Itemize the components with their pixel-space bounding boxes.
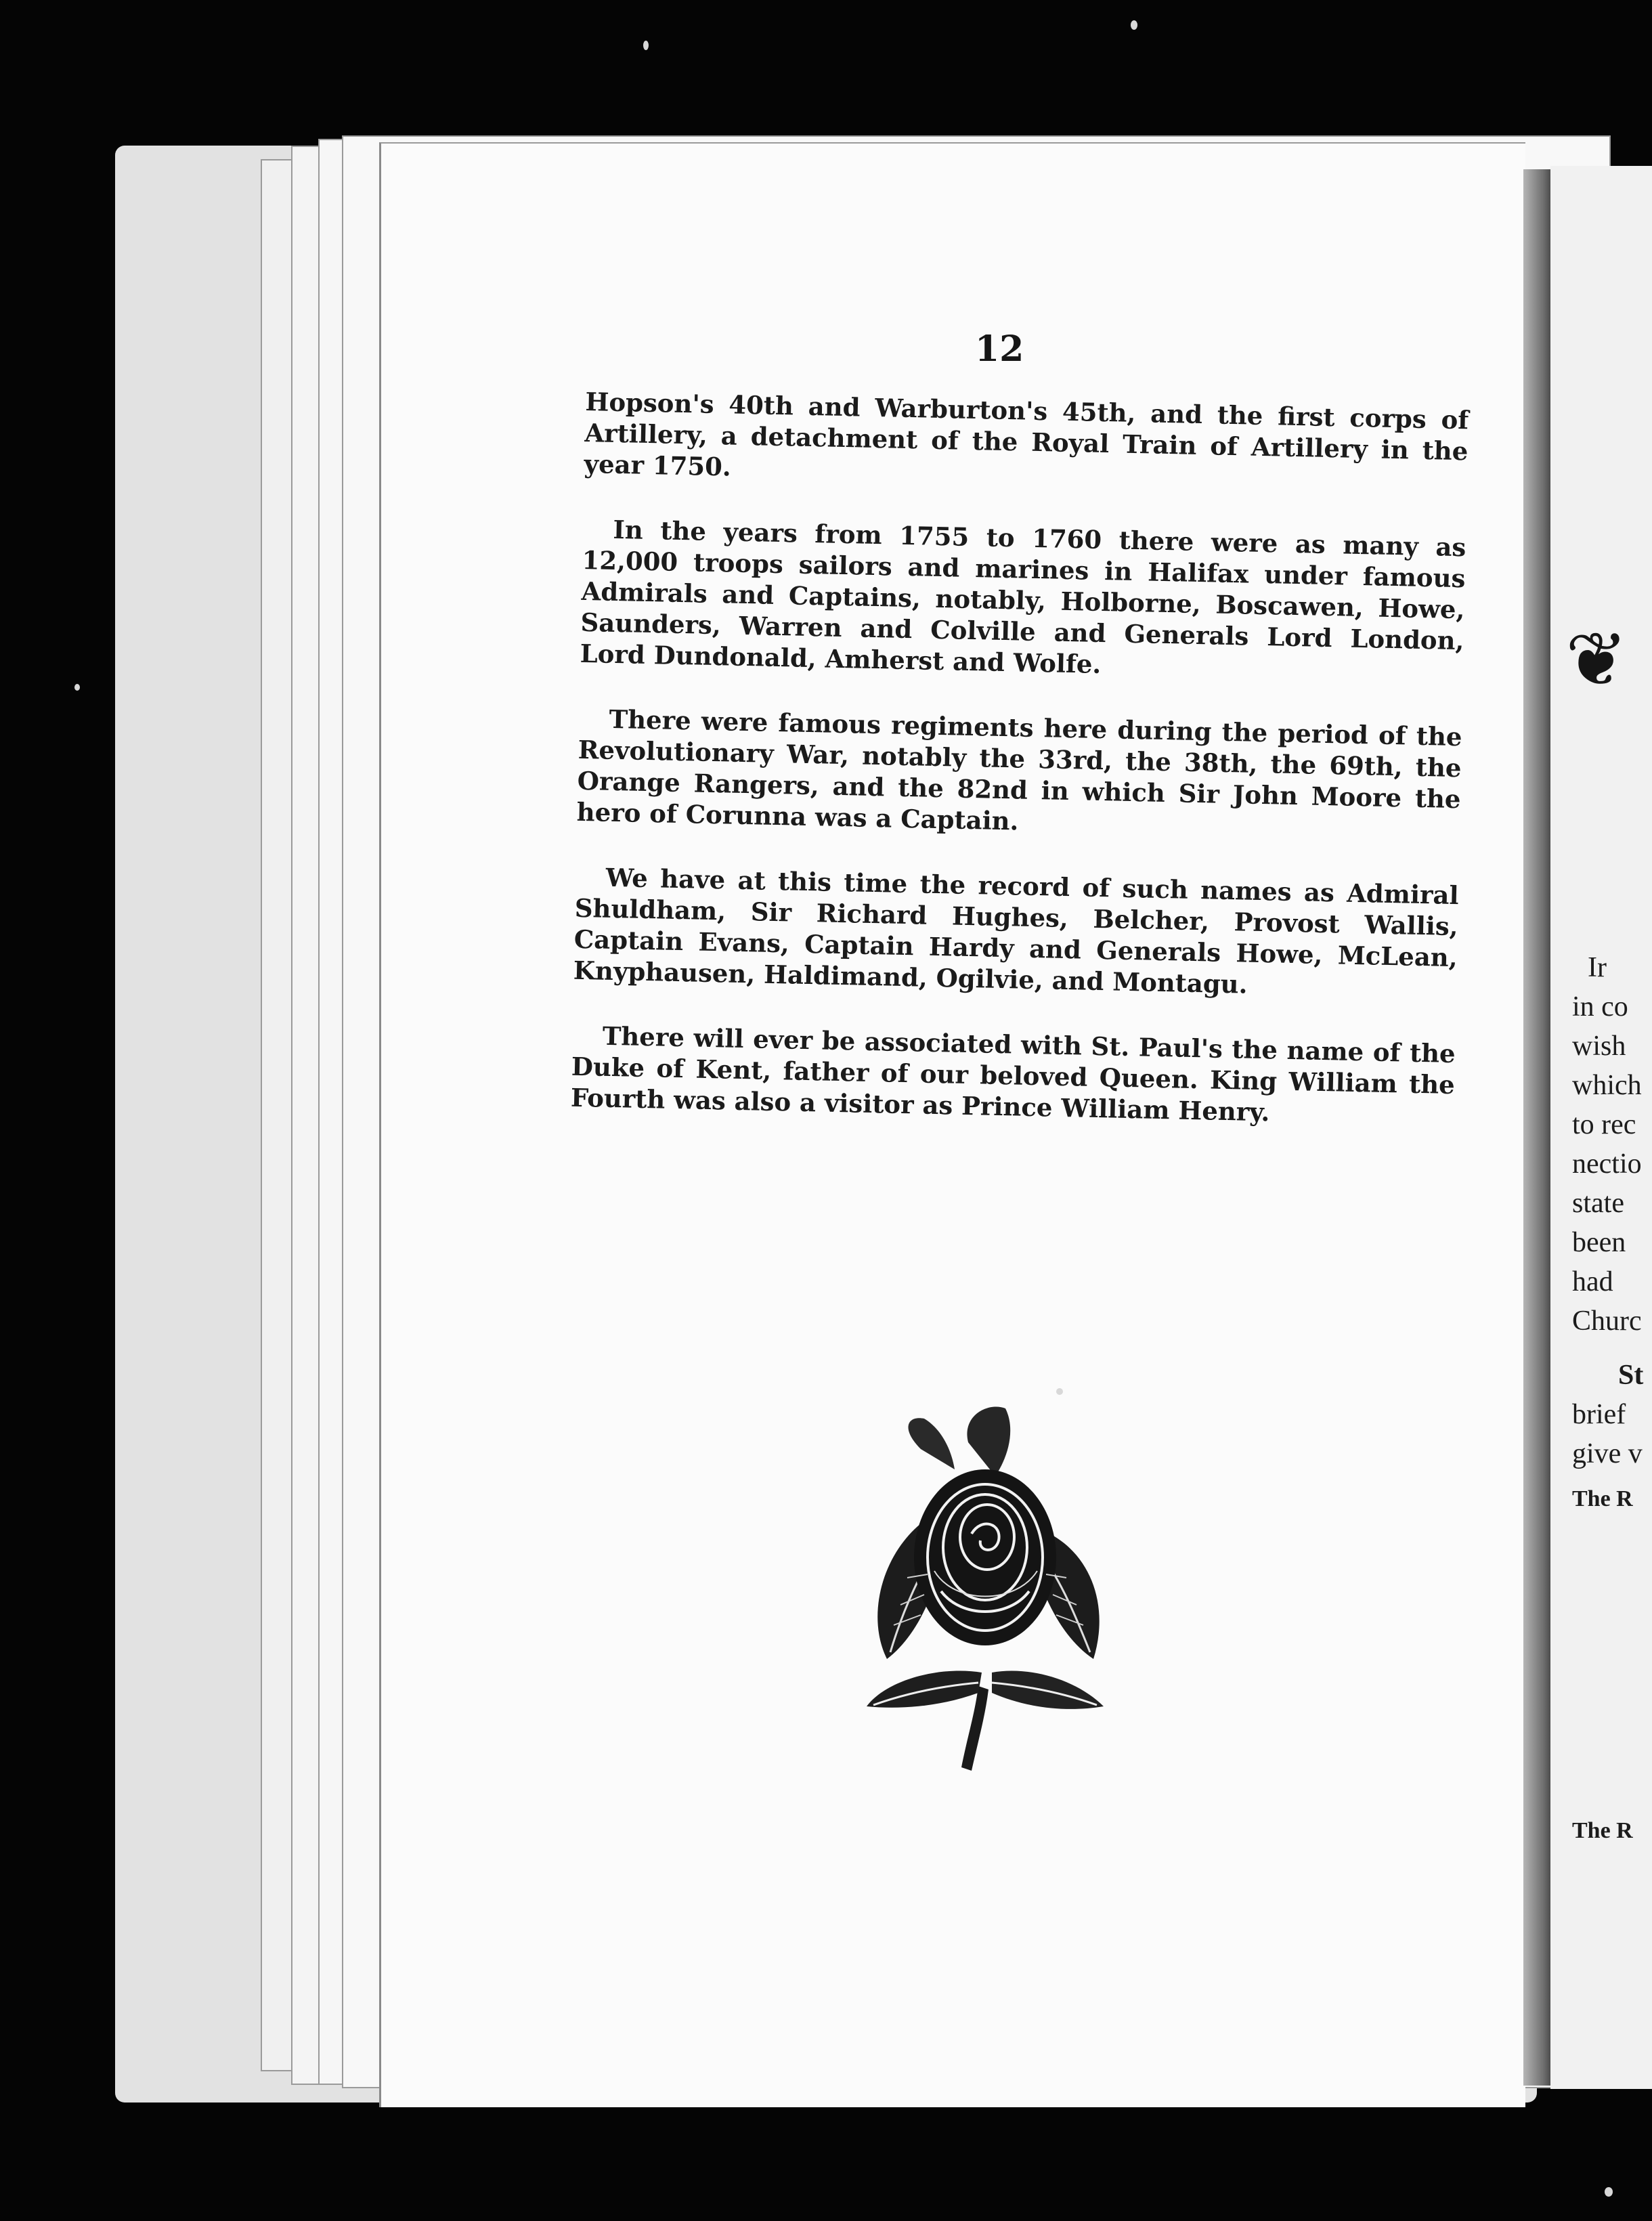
paragraph: There will ever be associated with St. Paul's the name of the Duke of Kent, father of our beloved Queen. King William the Fourth was also a visitor as Prince William Henry. [570,1020,1456,1127]
paragraph: There were famous regiments here during the period of the Revolutionary War, notably the 33rd, the 38th, the 69th, the Orange Rangers, and the 82nd in which Sir John Moore the hero of Corunna was a Captain. [576,704,1462,836]
right-page-line: Ir [1588,952,1607,983]
paragraph: In the years from 1755 to 1760 there were as many as 12,000 troops sailors and marines in Halifax under famous Admirals and Captains, notably, Holborne, Boscawen, Howe, Saunders, Warren and Colville and Generals Lord London, Lord Dundonald, Amherst and Wolfe. [580,514,1466,680]
right-page-line: Churc [1572,1306,1642,1337]
right-page-line: St [1618,1360,1644,1391]
right-page-heading: The R [1572,1486,1633,1511]
right-page-line: brief [1572,1399,1626,1430]
dust-speck [1605,2187,1613,2197]
dust-speck [74,684,80,691]
right-page-line: to rec [1572,1109,1636,1140]
ornate-initial-icon: ❦ [1565,619,1628,702]
right-page-line: state [1572,1188,1624,1219]
paragraph: We have at this time the record of such names as Admiral Shuldham, Sir Richard Hughes, Belcher, Provost Wallis, Captain Evans, Captain Hardy and Generals Howe, McLean, Knyphausen, Haldimand, Ogilvie, and Montagu. [573,862,1459,999]
dust-speck [643,41,649,50]
right-page-line: which [1572,1070,1642,1101]
right-page-line: had [1572,1266,1613,1297]
right-page-line: give v [1572,1438,1643,1469]
dust-speck [1056,1388,1063,1395]
right-page-fragment [1550,166,1652,2089]
right-page-heading: The R [1572,1818,1633,1843]
right-page-line: nectio [1572,1148,1642,1180]
paragraph: Hopson's 40th and Warburton's 45th, and the first corps of Artillery, a detachment of the Royal Train of Artillery in the year 1750. [584,386,1469,482]
rose-ornament-icon [860,1402,1110,1781]
page-number: 12 [975,328,1024,370]
body-text [569,386,1469,1165]
right-page-line: wish [1572,1031,1626,1062]
dust-speck [1131,20,1137,30]
right-page-line: in co [1572,991,1628,1022]
right-page-line: been [1572,1227,1626,1258]
